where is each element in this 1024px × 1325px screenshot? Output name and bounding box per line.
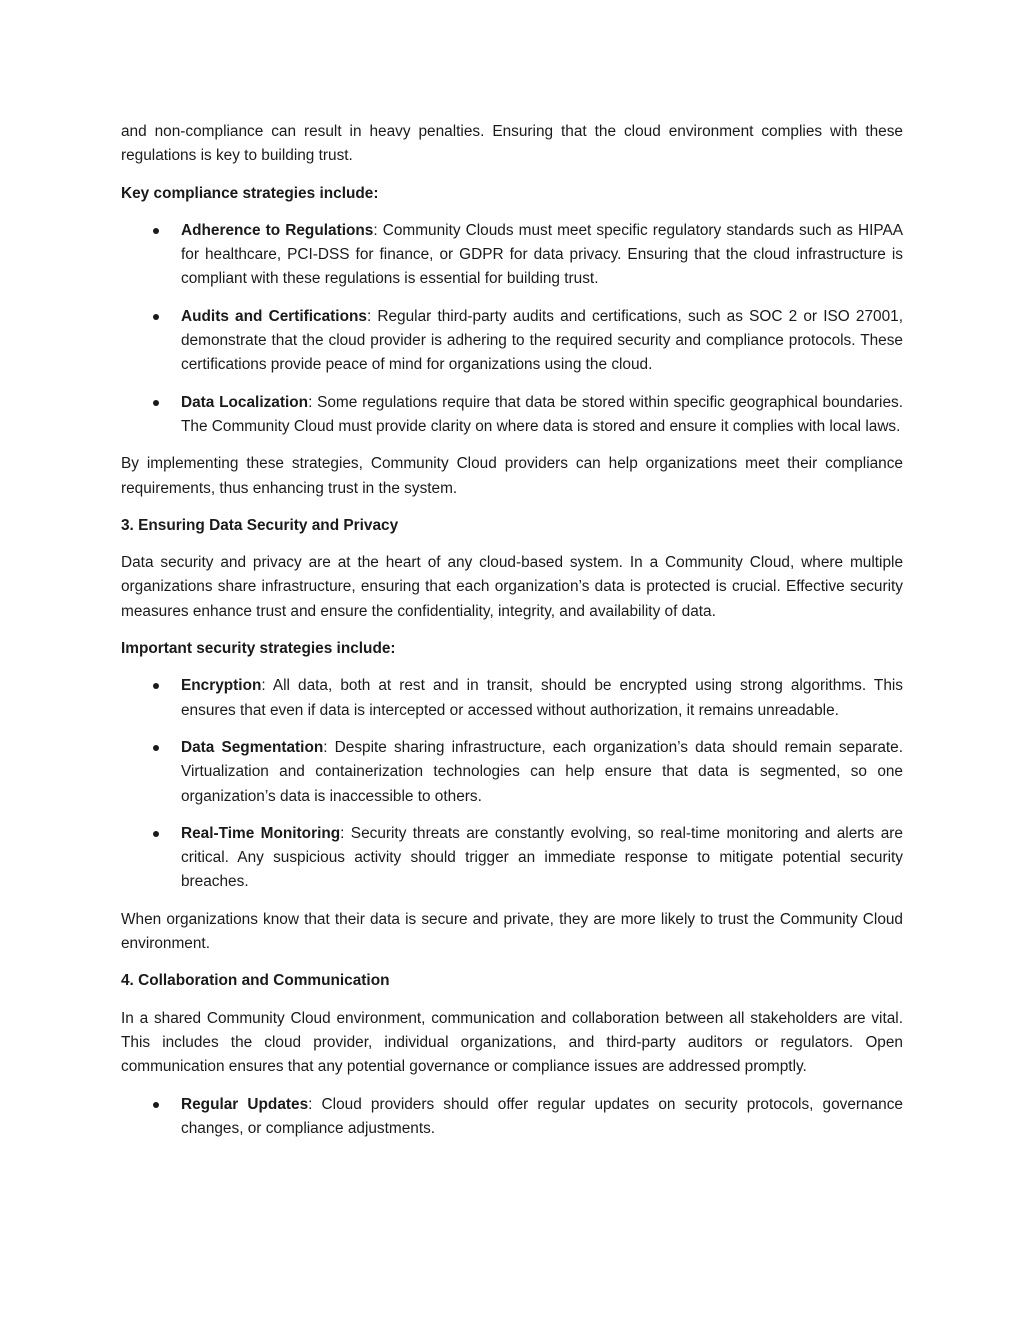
- compliance-strategies-heading: Key compliance strategies include:: [121, 184, 379, 202]
- bullet-icon: [153, 314, 159, 320]
- list-item: [121, 305, 903, 378]
- list-item: [121, 1093, 903, 1142]
- list-item-text: : All data, both at rest and in transit, should be encrypted using strong algorithms. This ensures that even if data is intercepted or accessed without authorization, it remains unreadable.: [181, 677, 903, 719]
- list-item-text: : Despite sharing infrastructure, each organization’s data should remain separate. Virtualization and containerization technologies can help ensure that data is segmented, so one organization’s data is inaccessible to others.: [181, 738, 903, 805]
- list-item-term: Data Localization: [181, 393, 309, 411]
- bullet-icon: [153, 1102, 159, 1108]
- section-4-heading: 4. Collaboration and Communication: [121, 972, 390, 990]
- list-item-text: : Some regulations require that data be stored within specific geographical boundaries. The Community Cloud must provide clarity on where data is stored and ensure it complies with local laws.: [181, 393, 903, 435]
- list-item-term: Real-Time Monitoring: [181, 824, 341, 842]
- bullet-icon: [153, 831, 159, 837]
- section-3-heading: 3. Ensuring Data Security and Privacy: [121, 516, 399, 534]
- security-paragraph: Data security and privacy are at the heart of any cloud-based system. In a Community Cloud, where multiple organizations share infrastructure, ensuring that each organization’s data is protected is crucial. Effective security measures enhance trust and ensure the confidentiality, integrity, and availability of data.: [121, 554, 903, 620]
- list-item: [121, 736, 903, 809]
- security-strategies-heading: Important security strategies include:: [121, 640, 396, 658]
- collaboration-paragraph: In a shared Community Cloud environment, communication and collaboration between all stakeholders are vital. This includes the cloud provider, individual organizations, and third-party auditors or regulators. Open communication ensures that any potential governance or compliance issues are addressed promptly.: [121, 1009, 903, 1076]
- list-item-term: Audits and Certifications: [181, 307, 367, 325]
- bullet-icon: [153, 683, 159, 689]
- security-summary-paragraph: When organizations know that their data is secure and private, they are more likely to trust the Community Cloud environment.: [121, 910, 903, 953]
- security-strategies-list: [121, 674, 903, 894]
- compliance-strategies-list: [121, 219, 903, 439]
- list-item: [121, 391, 903, 440]
- bullet-icon: [153, 745, 159, 751]
- list-item: [121, 674, 903, 723]
- list-item-term: Regular Updates: [181, 1095, 309, 1113]
- list-item: [121, 822, 903, 895]
- list-item-term: Adherence to Regulations: [181, 221, 374, 239]
- list-item-text: : Regular third-party audits and certifications, such as SOC 2 or ISO 27001, demonstrate that the cloud provider is adhering to the required security and compliance protocols. These certifications provide peace of mind for organizations using the cloud.: [181, 307, 903, 374]
- list-item-text: : Security threats are constantly evolving, so real-time monitoring and alerts are critical. Any suspicious activity should trigger an immediate response to mitigate potential security breaches.: [181, 824, 903, 891]
- list-item-term: Data Segmentation: [181, 738, 324, 756]
- bullet-icon: [153, 228, 159, 234]
- list-item-text: : Community Clouds must meet specific regulatory standards such as HIPAA for healthcare, PCI-DSS for finance, or GDPR for data privacy. Ensuring that the cloud infrastructure is compliant with these regulations is essential for building trust.: [181, 221, 904, 288]
- list-item: [121, 219, 903, 292]
- collaboration-list: [121, 1093, 903, 1142]
- bullet-icon: [153, 400, 159, 406]
- list-item-text: : Cloud providers should offer regular updates on security protocols, governance changes, or compliance adjustments.: [181, 1095, 903, 1137]
- compliance-summary-paragraph: By implementing these strategies, Community Cloud providers can help organizations meet their compliance requirements, thus enhancing trust in the system.: [121, 455, 903, 497]
- list-item-term: Encryption: [181, 677, 262, 695]
- intro-paragraph: and non-compliance can result in heavy penalties. Ensuring that the cloud environment complies with these regulations is key to building trust.: [121, 123, 903, 165]
